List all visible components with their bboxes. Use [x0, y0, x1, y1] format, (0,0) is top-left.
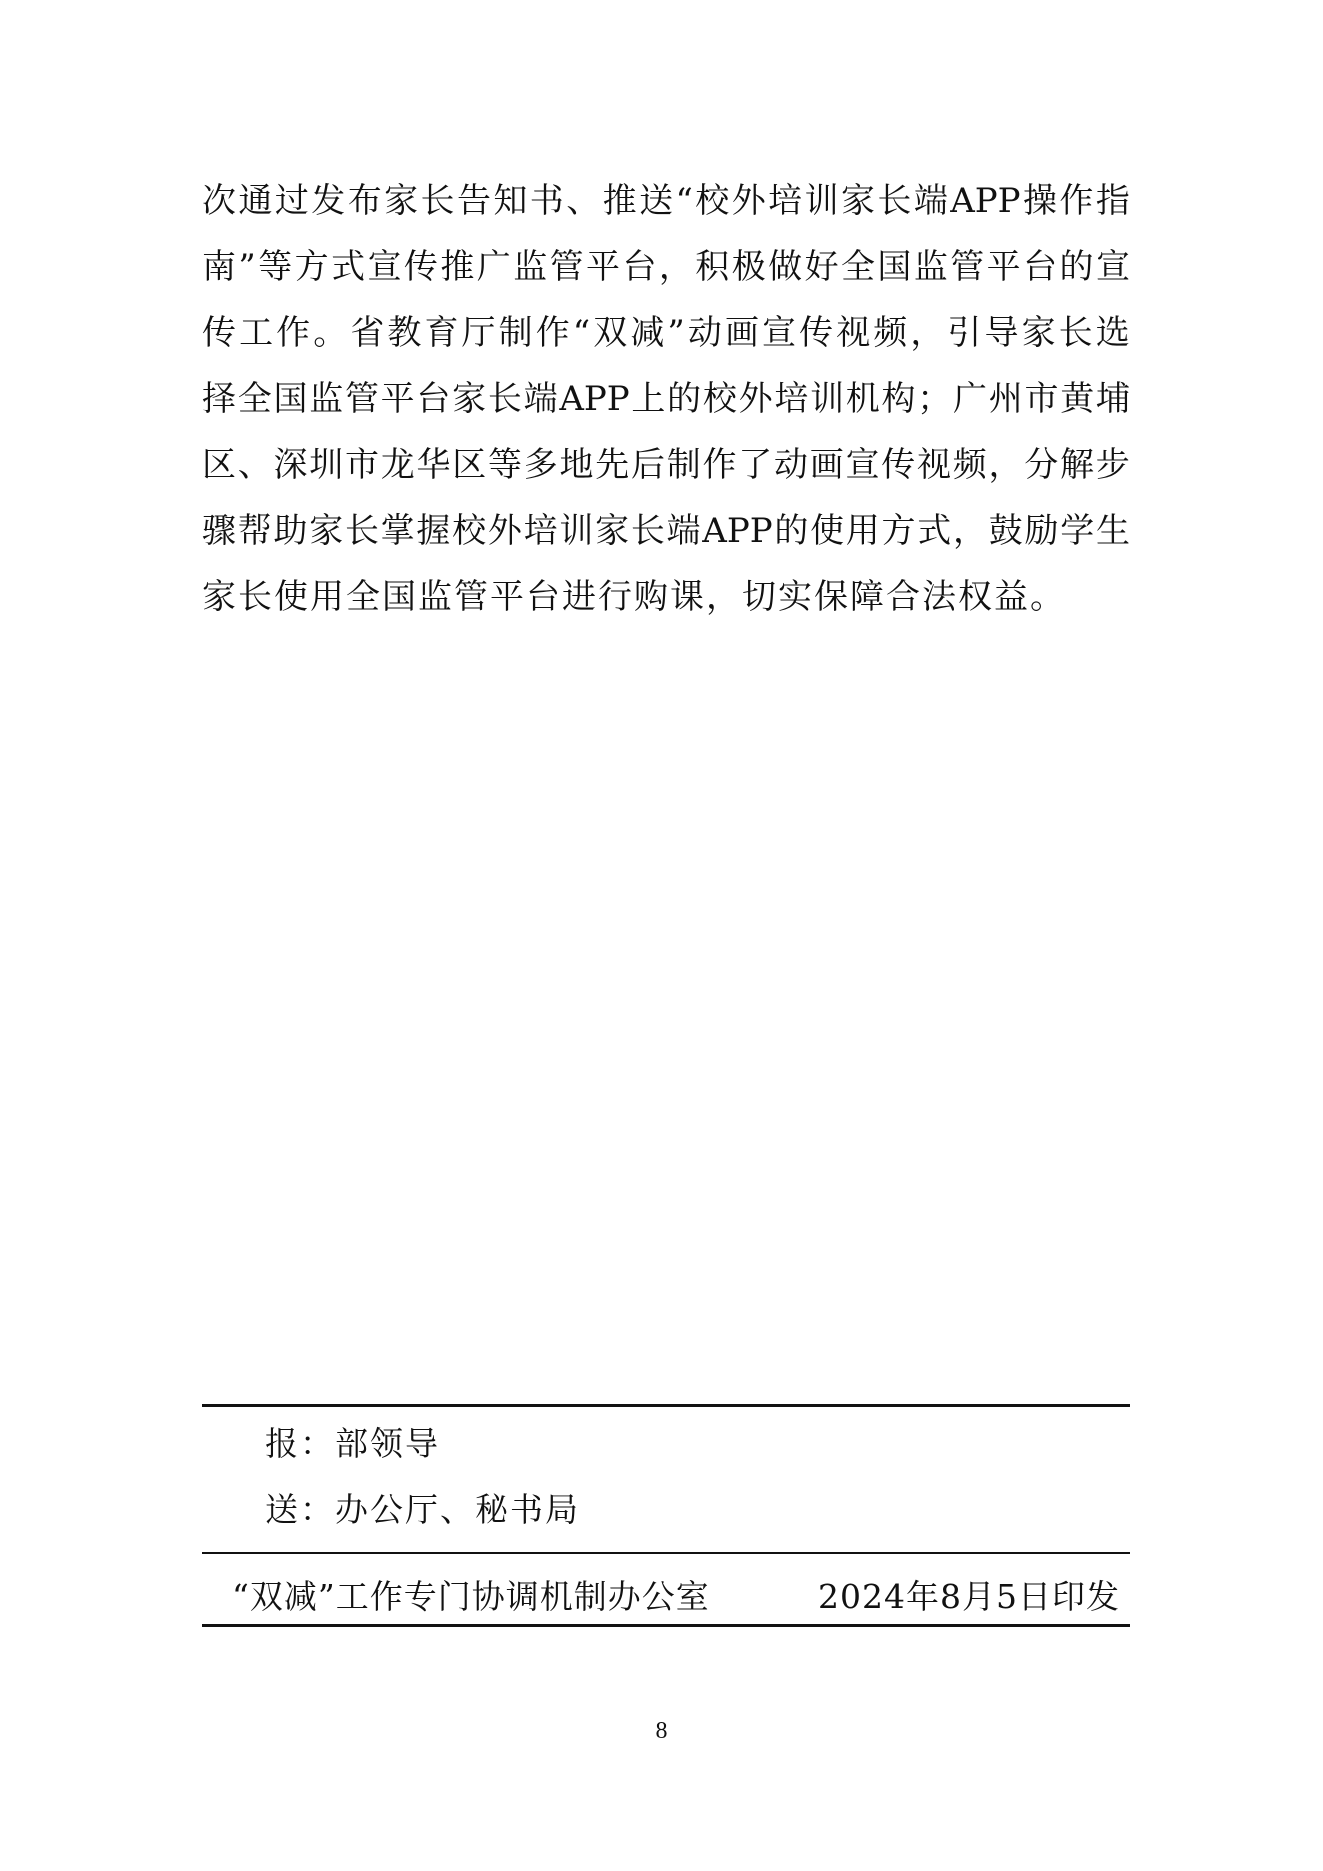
report-to-line: 报：部领导	[265, 1424, 440, 1463]
top-divider	[202, 1404, 1130, 1407]
issue-date: 2024年8月5日印发	[818, 1577, 1120, 1616]
body-paragraph	[202, 168, 1130, 630]
issuer-line	[232, 1574, 1120, 1620]
middle-divider	[202, 1552, 1130, 1554]
body-line-6: 骤 帮 助 家 长 掌 握 校 外 培 训 家 长 端 APP 的 使 用 方 式 ， 鼓 励 学 生	[202, 511, 1130, 551]
bottom-divider	[202, 1624, 1130, 1627]
issuing-office: “双减”工作专门协调机制办公室	[232, 1577, 710, 1616]
body-line-5: 区 、 深 圳 市 龙 华 区 等 多 地 先 后 制 作 了 动 画 宣 传 视 频 ， 分 解 步	[202, 445, 1130, 485]
send-to-line: 送：办公厅、秘书局	[265, 1490, 580, 1529]
body-line-2: 南 ” 等 方 式 宣 传 推 广 监 管 平 台 ， 积 极 做 好 全 国 监 管 平 台 的 宣	[202, 247, 1130, 287]
page-number: 8	[655, 1718, 668, 1744]
body-line-7: 家长使用全国监管平台进行购课，切实保障合法权益。	[202, 577, 1066, 617]
body-line-1: 次 通 过 发 布 家 长 告 知 书 、 推 送 “ 校 外 培 训 家 长 端 APP 操 作 指	[202, 181, 1130, 221]
body-line-4: 择 全 国 监 管 平 台 家 长 端 APP 上 的 校 外 培 训 机 构 ； 广 州 市 黄 埔	[202, 379, 1130, 419]
body-line-3: 传 工 作 。 省 教 育 厅 制 作 “ 双 减 ” 动 画 宣 传 视 频 ， 引 导 家 长 选	[202, 313, 1130, 353]
